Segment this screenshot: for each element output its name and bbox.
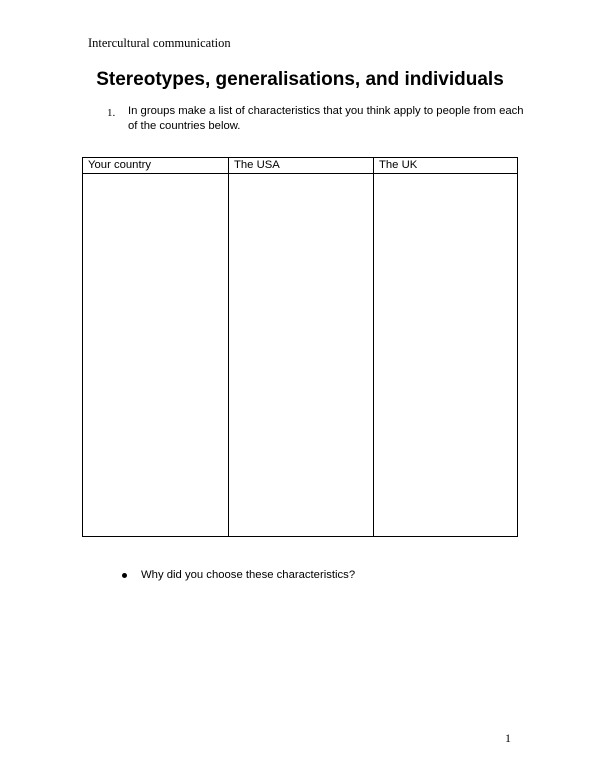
column-header-usa: The USA xyxy=(229,158,373,174)
column-body-usa xyxy=(229,174,373,536)
bullet-question xyxy=(122,569,355,581)
bullet-question-text: Why did you choose these characteristics? xyxy=(141,569,356,581)
column-header-uk: The UK xyxy=(374,158,517,174)
question-text: In groups make a list of characteristics that you think apply to people from each of the countries below. xyxy=(128,105,524,132)
column-header-your-country: Your country xyxy=(83,158,228,174)
column-uk xyxy=(373,158,517,536)
characteristics-table xyxy=(82,157,518,537)
column-your-country xyxy=(83,158,228,536)
column-body-uk xyxy=(374,174,517,536)
column-body-your-country xyxy=(83,174,228,536)
question-number: 1. xyxy=(107,107,116,119)
page-title: Stereotypes, generalisations, and individuals xyxy=(96,69,504,90)
bullet-dot-icon xyxy=(122,573,127,578)
page-number: 1 xyxy=(505,731,511,745)
running-header: Intercultural communication xyxy=(88,36,231,50)
column-usa xyxy=(228,158,373,536)
